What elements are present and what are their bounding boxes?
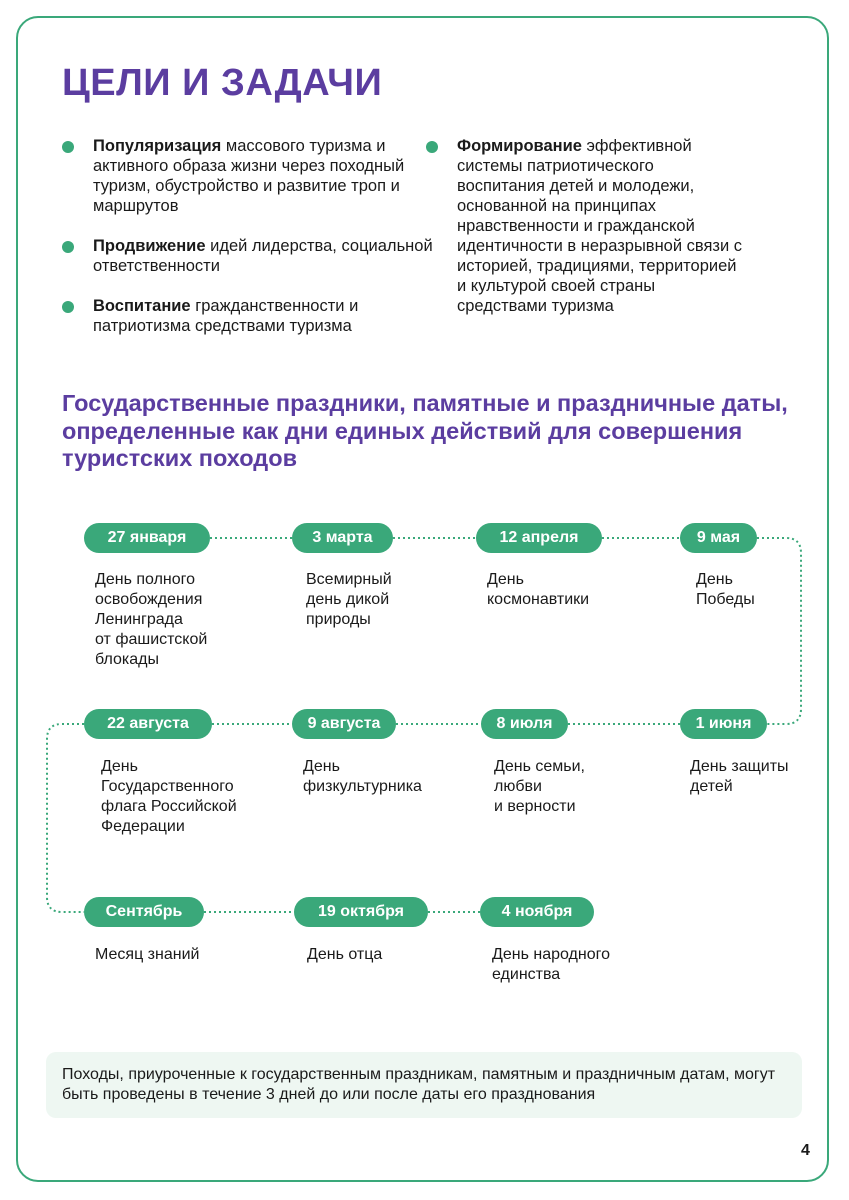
date-description: День защиты детей [690, 758, 789, 795]
date-description: День отца [307, 946, 383, 963]
goals-left-column [62, 136, 442, 356]
goal-keyword: Формирование [457, 137, 582, 155]
date-pill: 8 июля [481, 709, 568, 739]
bullet-icon [426, 141, 438, 153]
date-description: Всемирный день дикой природы [306, 571, 392, 628]
date-pill: 4 ноября [480, 897, 594, 927]
goal-item [62, 136, 442, 216]
date-pill: 22 августа [84, 709, 212, 739]
date-description: День Государственного флага Российской Федерации [101, 758, 237, 835]
goal-item [426, 136, 746, 316]
goal-item [62, 296, 442, 336]
date-description: Месяц знаний [95, 946, 200, 963]
date-pill: 19 октября [294, 897, 428, 927]
bullet-icon [62, 141, 74, 153]
bullet-icon [62, 301, 74, 313]
date-pill: 9 августа [292, 709, 396, 739]
goal-item [62, 236, 442, 276]
date-description: День Победы [696, 571, 755, 608]
date-pill: 27 января [84, 523, 210, 553]
date-description: День физкультурника [303, 758, 422, 795]
date-pill: 3 марта [292, 523, 393, 553]
goal-keyword: Популяризация [93, 137, 222, 155]
page-title: ЦЕЛИ И ЗАДАЧИ [62, 62, 383, 104]
goal-keyword: Воспитание [93, 297, 191, 315]
date-description: День семьи, любви и верности [494, 758, 585, 815]
goal-text: гражданственности и патриотизма средствами туризма [93, 297, 359, 335]
date-description: День полного освобождения Ленинграда от фашистской блокады [95, 571, 208, 668]
date-pill: 12 апреля [476, 523, 602, 553]
goal-text: массового туризма и активного образа жизни через походный туризм, обустройство и развитие троп и маршрутов [93, 137, 405, 215]
goal-text: эффективной системы патриотического воспитания детей и молодежи, основанной на принципах нравственности и гражданской идентичности в неразрывной связи с историей, традициями, территорией и культурой своей страны средствами туризма [457, 137, 743, 315]
goals-right-column [426, 136, 746, 336]
page-number: 4 [801, 1142, 810, 1159]
date-description: День космонавтики [487, 571, 590, 608]
info-note: Походы, приуроченные к государственным праздникам, памятным и праздничным датам, могут быть проведены в течение 3 дней до или после даты его празднования [46, 1052, 802, 1118]
section-title: Государственные праздники, памятные и праздничные даты, определенные как дни единых действий для совершения туристских походов [62, 390, 788, 471]
date-pill: 1 июня [680, 709, 767, 739]
goal-text: идей лидерства, социальной ответственности [93, 237, 433, 275]
bullet-icon [62, 241, 74, 253]
date-pill: 9 мая [680, 523, 757, 553]
date-pill: Сентябрь [84, 897, 204, 927]
date-description: День народного единства [492, 946, 610, 983]
goal-keyword: Продвижение [93, 237, 206, 255]
